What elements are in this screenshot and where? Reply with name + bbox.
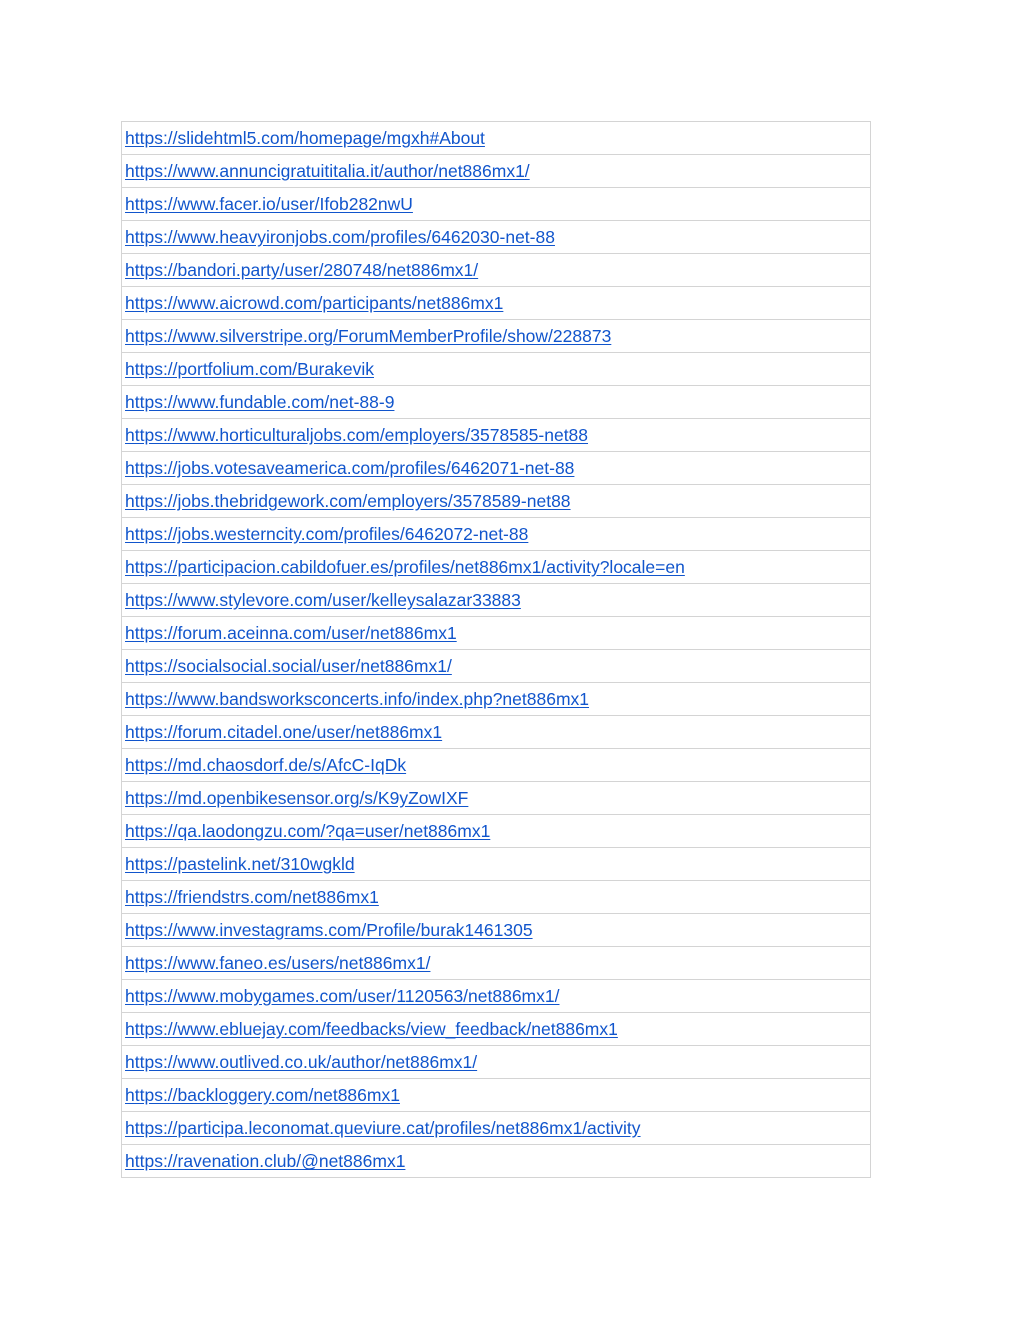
table-cell	[122, 155, 871, 188]
link[interactable]: https://friendstrs.com/net886mx1	[125, 887, 379, 907]
table-row	[122, 320, 871, 353]
table-row	[122, 1013, 871, 1046]
table-row	[122, 551, 871, 584]
link[interactable]: https://forum.citadel.one/user/net886mx1	[125, 722, 443, 742]
table-cell	[122, 452, 871, 485]
table-row	[122, 1079, 871, 1112]
link[interactable]: https://www.faneo.es/users/net886mx1/	[125, 953, 431, 973]
table-cell	[122, 1112, 871, 1145]
table-row	[122, 584, 871, 617]
link[interactable]: https://www.mobygames.com/user/1120563/net886mx1/	[125, 986, 560, 1006]
table-row	[122, 122, 871, 155]
table-cell	[122, 914, 871, 947]
link[interactable]: https://jobs.westerncity.com/profiles/6462072-net-88	[125, 524, 529, 544]
table-cell	[122, 947, 871, 980]
link[interactable]: https://bandori.party/user/280748/net886mx1/	[125, 260, 479, 280]
link[interactable]: https://md.openbikesensor.org/s/K9yZowIXF	[125, 788, 469, 808]
link[interactable]: https://www.fundable.com/net-88-9	[125, 392, 395, 412]
link[interactable]: https://backloggery.com/net886mx1	[125, 1085, 400, 1105]
table-cell	[122, 1013, 871, 1046]
table-cell	[122, 353, 871, 386]
table-cell	[122, 485, 871, 518]
table-cell	[122, 287, 871, 320]
table-row	[122, 683, 871, 716]
link[interactable]: https://socialsocial.social/user/net886mx1/	[125, 656, 452, 676]
table-cell	[122, 551, 871, 584]
link[interactable]: https://www.annuncigratuititalia.it/author/net886mx1/	[125, 161, 530, 181]
table-row	[122, 848, 871, 881]
table-cell	[122, 518, 871, 551]
table-cell	[122, 749, 871, 782]
table-row	[122, 914, 871, 947]
link[interactable]: https://qa.laodongzu.com/?qa=user/net886mx1	[125, 821, 491, 841]
table-cell	[122, 782, 871, 815]
table-row	[122, 254, 871, 287]
table-cell	[122, 650, 871, 683]
link[interactable]: https://www.facer.io/user/Ifob282nwU	[125, 194, 413, 214]
link[interactable]: https://participa.leconomat.queviure.cat/profiles/net886mx1/activity	[125, 1118, 641, 1138]
table-row	[122, 1046, 871, 1079]
table-row	[122, 716, 871, 749]
link[interactable]: https://forum.aceinna.com/user/net886mx1	[125, 623, 457, 643]
table-cell	[122, 848, 871, 881]
table-row	[122, 188, 871, 221]
table-cell	[122, 1145, 871, 1178]
link[interactable]: https://www.horticulturaljobs.com/employers/3578585-net88	[125, 425, 589, 445]
table-cell	[122, 683, 871, 716]
link-table	[121, 121, 871, 1178]
table-row	[122, 287, 871, 320]
table-row	[122, 155, 871, 188]
table-row	[122, 947, 871, 980]
table-row	[122, 782, 871, 815]
table-row	[122, 617, 871, 650]
table-cell	[122, 221, 871, 254]
link[interactable]: https://slidehtml5.com/homepage/mgxh#About	[125, 128, 485, 148]
table-cell	[122, 1046, 871, 1079]
table-row	[122, 1112, 871, 1145]
table-row	[122, 815, 871, 848]
link[interactable]: https://jobs.votesaveamerica.com/profiles/6462071-net-88	[125, 458, 575, 478]
table-row	[122, 353, 871, 386]
table-row	[122, 749, 871, 782]
link[interactable]: https://jobs.thebridgework.com/employers/3578589-net88	[125, 491, 571, 511]
table-cell	[122, 386, 871, 419]
table-cell	[122, 419, 871, 452]
table-row	[122, 650, 871, 683]
table-row	[122, 452, 871, 485]
table-cell	[122, 617, 871, 650]
table-cell	[122, 881, 871, 914]
link[interactable]: https://www.bandsworksconcerts.info/index.php?net886mx1	[125, 689, 590, 709]
link[interactable]: https://www.investagrams.com/Profile/burak1461305	[125, 920, 533, 940]
link[interactable]: https://www.silverstripe.org/ForumMemberProfile/show/228873	[125, 326, 612, 346]
table-row	[122, 1145, 871, 1178]
table-cell	[122, 716, 871, 749]
table-cell	[122, 980, 871, 1013]
link[interactable]: https://ravenation.club/@net886mx1	[125, 1151, 406, 1171]
table-cell	[122, 122, 871, 155]
table-row	[122, 221, 871, 254]
table-cell	[122, 1079, 871, 1112]
table-cell	[122, 254, 871, 287]
table-row	[122, 518, 871, 551]
link[interactable]: https://participacion.cabildofuer.es/profiles/net886mx1/activity?locale=en	[125, 557, 685, 577]
table-row	[122, 881, 871, 914]
link[interactable]: https://www.ebluejay.com/feedbacks/view_feedback/net886mx1	[125, 1019, 618, 1039]
link[interactable]: https://pastelink.net/310wgkld	[125, 854, 355, 874]
link[interactable]: https://www.heavyironjobs.com/profiles/6462030-net-88	[125, 227, 555, 247]
link[interactable]: https://www.outlived.co.uk/author/net886mx1/	[125, 1052, 478, 1072]
table-row	[122, 980, 871, 1013]
table-row	[122, 386, 871, 419]
table-cell	[122, 188, 871, 221]
link[interactable]: https://www.aicrowd.com/participants/net886mx1	[125, 293, 504, 313]
table-row	[122, 485, 871, 518]
link-table-body	[122, 122, 871, 1178]
link[interactable]: https://portfolium.com/Burakevik	[125, 359, 374, 379]
table-cell	[122, 815, 871, 848]
table-cell	[122, 584, 871, 617]
link[interactable]: https://md.chaosdorf.de/s/AfcC-IqDk	[125, 755, 407, 775]
table-row	[122, 419, 871, 452]
link[interactable]: https://www.stylevore.com/user/kelleysalazar33883	[125, 590, 521, 610]
table-cell	[122, 320, 871, 353]
